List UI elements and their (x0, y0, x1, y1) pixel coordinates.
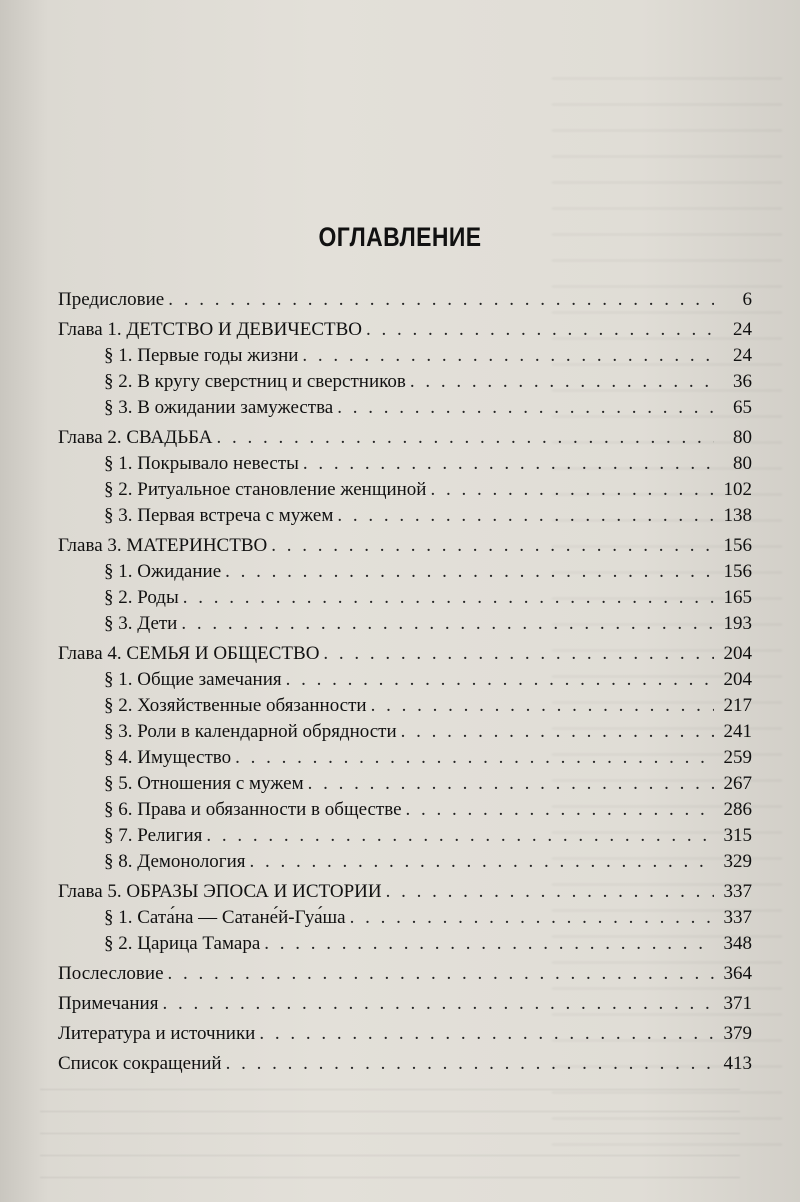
toc-entry-page: 24 (733, 345, 752, 366)
toc-entry-page: 80 (733, 453, 752, 474)
toc-entry-label: § 1. Сата́на — Сатане́й-Гуа́ша (104, 907, 346, 928)
toc-entry-page: 315 (723, 825, 752, 846)
toc-entry (58, 1021, 752, 1047)
toc-entry-page: 259 (723, 747, 752, 768)
toc-entry (58, 287, 752, 313)
toc-entry (58, 477, 752, 503)
toc-entry-label: § 5. Отношения с мужем (104, 773, 304, 794)
leader-dots (386, 879, 714, 905)
toc-entry-page: 102 (723, 479, 752, 500)
toc-entry-label: § 2. Ритуальное становление женщиной (104, 479, 427, 500)
toc-entry-label: Послесловие (58, 963, 164, 984)
toc-entry-page: 379 (723, 1023, 752, 1044)
toc-entry (58, 559, 752, 585)
toc-entry (58, 533, 752, 559)
leader-dots (401, 719, 714, 745)
leader-dots (430, 477, 714, 503)
toc-entry (58, 991, 752, 1017)
toc-entry (58, 641, 752, 667)
toc-entry-label: Литература и источники (58, 1023, 256, 1044)
toc-entry-label: § 7. Религия (104, 825, 203, 846)
leader-dots (226, 1051, 714, 1077)
toc-entry (58, 317, 752, 343)
leader-dots (168, 287, 714, 313)
toc-entry-page: 65 (733, 397, 752, 418)
leader-dots (181, 611, 714, 637)
toc-entry-page: 364 (723, 963, 752, 984)
toc-entry (58, 343, 752, 369)
toc-entry (58, 879, 752, 905)
toc-entry-label: Глава 3. МАТЕРИНСТВО (58, 535, 268, 556)
toc-entry-page: 241 (723, 721, 752, 742)
toc-entry (58, 369, 752, 395)
toc-entry-label: § 1. Общие замечания (104, 669, 282, 690)
toc-entry (58, 771, 752, 797)
toc-entry-page: 337 (723, 907, 752, 928)
leader-dots (225, 559, 714, 585)
toc-entry (58, 1051, 752, 1077)
leader-dots (235, 745, 714, 771)
page-title: ОГЛАВЛЕНИЕ (318, 222, 482, 252)
toc-entry-page: 138 (723, 505, 752, 526)
toc-entry-page: 193 (723, 613, 752, 634)
toc-entry-label: Список сокращений (58, 1053, 222, 1074)
leader-dots (410, 369, 714, 395)
toc-entry (58, 905, 752, 931)
toc-entry-label: § 3. Первая встреча с мужем (104, 505, 334, 526)
toc-entry-page: 24 (733, 319, 752, 340)
toc-entry (58, 849, 752, 875)
toc-entry-label: § 3. Роли в календарной обрядности (104, 721, 397, 742)
toc-entry-label: § 4. Имущество (104, 747, 232, 768)
toc-entry-page: 371 (723, 993, 752, 1014)
toc-entry-page: 329 (723, 851, 752, 872)
toc-entry (58, 797, 752, 823)
toc-entry (58, 931, 752, 957)
leader-dots (168, 961, 714, 987)
leader-dots (264, 931, 714, 957)
toc-entry-page: 80 (733, 427, 752, 448)
toc-entry-label: § 6. Права и обязанности в обществе (104, 799, 402, 820)
leader-dots (259, 1021, 714, 1047)
toc-entry (58, 585, 752, 611)
toc-entry-page: 6 (742, 289, 752, 310)
leader-dots (323, 641, 714, 667)
toc-entry-label: Глава 2. СВАДЬБА (58, 427, 213, 448)
toc-entry-page: 204 (723, 669, 752, 690)
toc-entry-label: § 2. Царица Тамара (104, 933, 261, 954)
toc-entry (58, 451, 752, 477)
toc-entry (58, 667, 752, 693)
leader-dots (406, 797, 714, 823)
toc-entry-page: 217 (723, 695, 752, 716)
leader-dots (271, 533, 714, 559)
toc-entry-label: § 2. Роды (104, 587, 179, 608)
toc-entry (58, 425, 752, 451)
toc-entry (58, 823, 752, 849)
toc-entry-page: 413 (723, 1053, 752, 1074)
toc-entry-label: § 3. Дети (104, 613, 178, 634)
toc-entry-label: Глава 1. ДЕТСТВО И ДЕВИЧЕСТВО (58, 319, 363, 340)
leader-dots (350, 905, 714, 931)
leader-dots (371, 693, 714, 719)
leader-dots (162, 991, 714, 1017)
toc-entry-label: Глава 4. СЕМЬЯ И ОБЩЕСТВО (58, 643, 320, 664)
toc-entry-label: § 2. В кругу сверстниц и сверстников (104, 371, 406, 392)
toc-entry (58, 745, 752, 771)
leader-dots (303, 451, 714, 477)
toc-entry-label: Предисловие (58, 289, 165, 310)
toc-entry-page: 36 (733, 371, 752, 392)
toc-entry-page: 286 (723, 799, 752, 820)
toc-entry (58, 611, 752, 637)
leader-dots (217, 425, 715, 451)
toc-entry-page: 267 (723, 773, 752, 794)
toc-entry (58, 395, 752, 421)
leader-dots (206, 823, 714, 849)
toc-entry-label: § 3. В ожидании замужества (104, 397, 334, 418)
table-of-contents (58, 287, 752, 1077)
toc-entry-page: 165 (723, 587, 752, 608)
toc-entry-label: § 1. Первые годы жизни (104, 345, 299, 366)
toc-entry-label: § 8. Демонология (104, 851, 246, 872)
show-through-text-bottom (40, 1075, 740, 1185)
toc-entry (58, 503, 752, 529)
toc-entry (58, 693, 752, 719)
toc-entry-label: Примечания (58, 993, 159, 1014)
toc-entry-page: 156 (723, 561, 752, 582)
leader-dots (286, 667, 714, 693)
toc-entry-label: § 2. Хозяйственные обязанности (104, 695, 367, 716)
leader-dots (366, 317, 714, 343)
leader-dots (337, 395, 714, 421)
toc-entry-page: 337 (723, 881, 752, 902)
toc-entry-page: 348 (723, 933, 752, 954)
toc-entry-label: § 1. Покрывало невесты (104, 453, 299, 474)
toc-entry-page: 204 (723, 643, 752, 664)
leader-dots (183, 585, 714, 611)
toc-entry-label: Глава 5. ОБРАЗЫ ЭПОСА И ИСТОРИИ (58, 881, 382, 902)
leader-dots (250, 849, 715, 875)
leader-dots (302, 343, 714, 369)
toc-entry (58, 961, 752, 987)
toc-entry-label: § 1. Ожидание (104, 561, 222, 582)
leader-dots (337, 503, 714, 529)
toc-entry-page: 156 (723, 535, 752, 556)
leader-dots (308, 771, 714, 797)
toc-entry (58, 719, 752, 745)
